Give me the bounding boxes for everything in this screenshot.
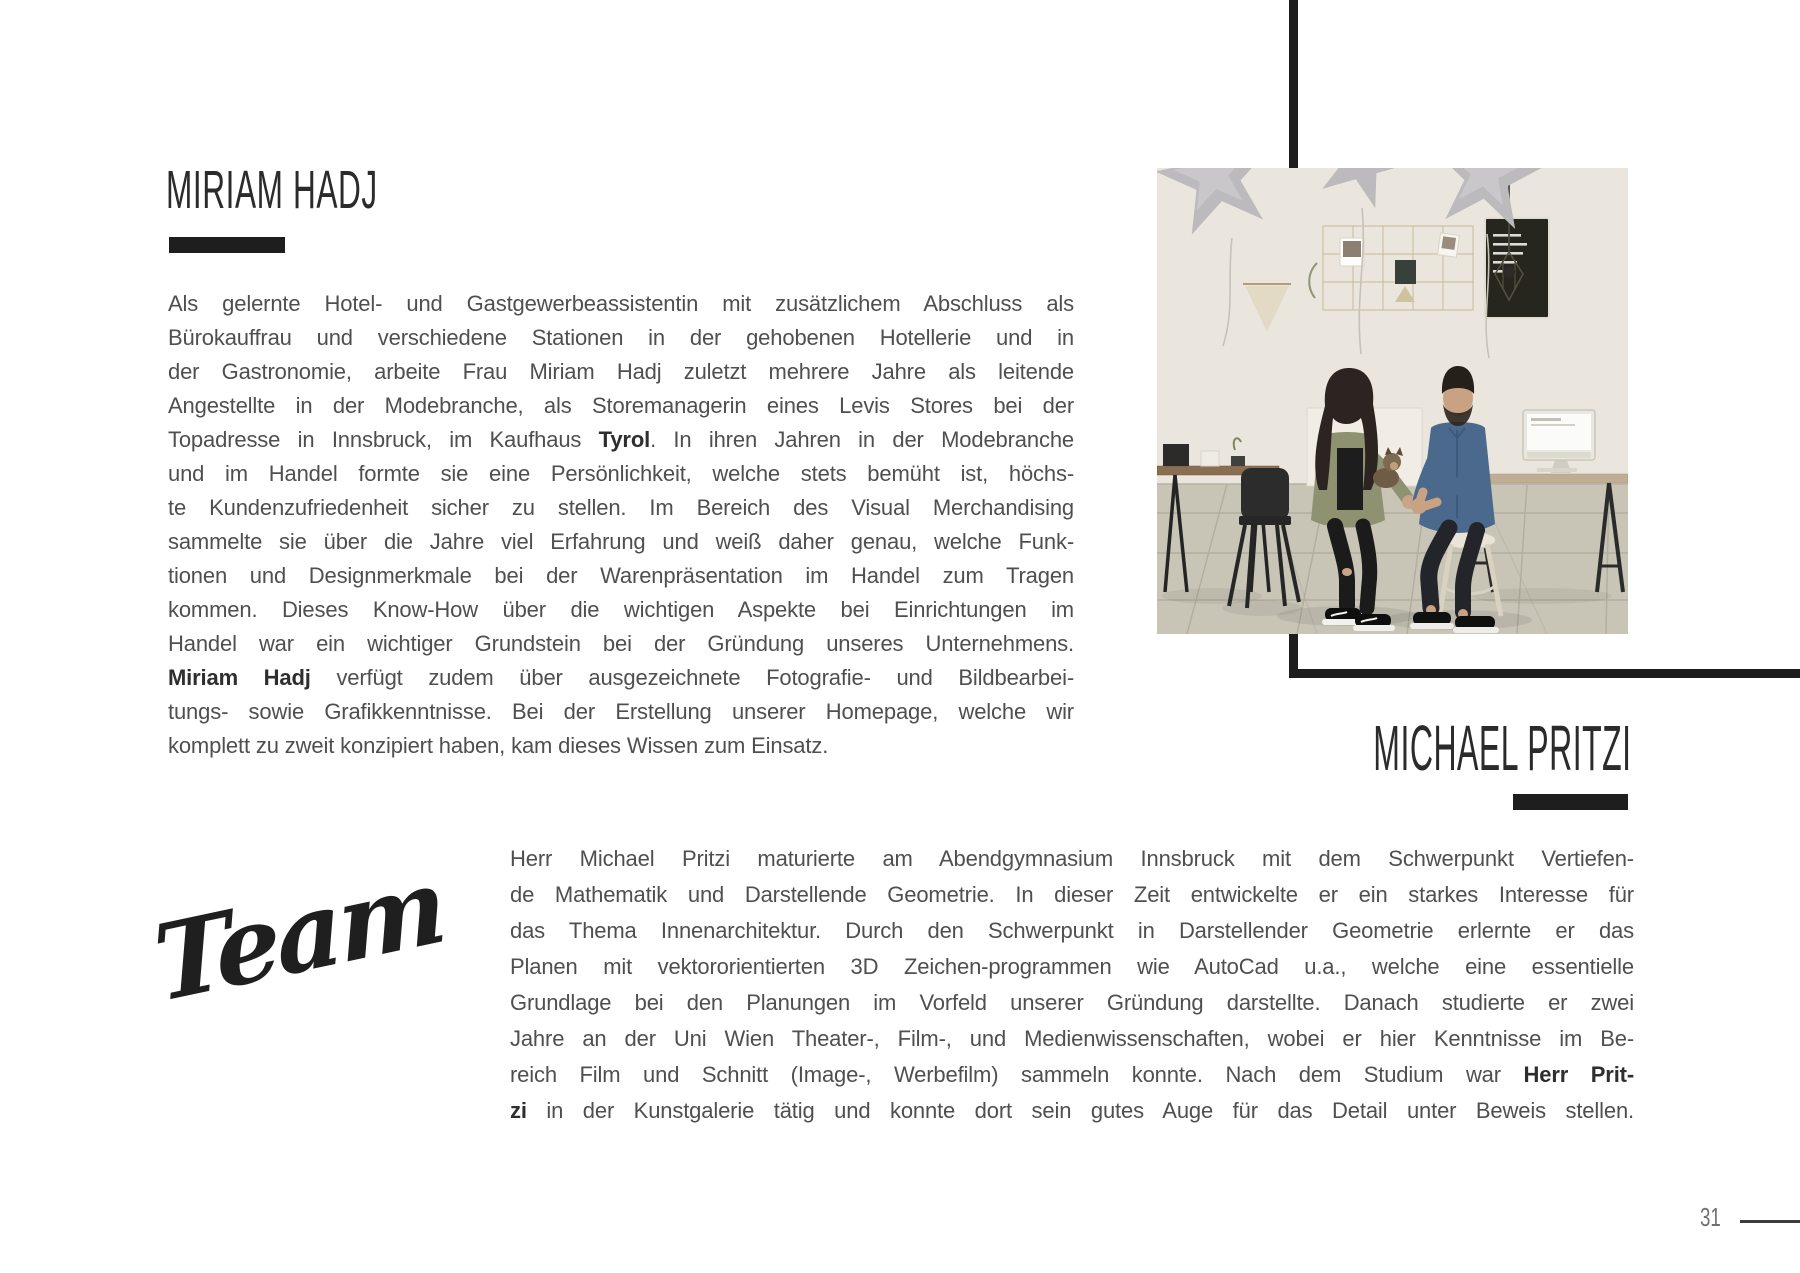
text-line: sammelte sie über die Jahre viel Erfahrung und weiß daher genau, welche Funk- [168, 529, 1074, 554]
text-line: Bürokauffrau und verschiedene Stationen in der gehobenen Hotellerie und in [168, 325, 1074, 350]
michael-paragraph [510, 841, 1634, 1129]
text-line: Miriam Hadj verfügt zudem über ausgezeichnete Fotografie- und Bildbearbei- [168, 665, 1075, 690]
text-line: Herr Michael Pritzi maturierte am Abendgymnasium Innsbruck mit dem Schwerpunkt Vertiefen- [510, 846, 1634, 871]
text-line: Topadresse in Innsbruck, im Kaufhaus Tyrol. In ihren Jahren in der Modebranche [168, 427, 1074, 452]
michael-heading-text: MICHAEL PRITZI [1373, 712, 1632, 784]
text-line: Grundlage bei den Planungen im Vorfeld unserer Gründung darstellte. Danach studierte er zwei [510, 990, 1634, 1015]
text-line: Handel war ein wichtiger Grundstein bei der Gründung unseres Unternehmens. [168, 631, 1074, 656]
text-line: reich Film und Schnitt (Image-, Werbefilm) sammeln konnte. Nach dem Studium war Herr Prit- [510, 1062, 1635, 1087]
text-line: Planen mit vektororientierten 3D Zeichen-programmen wie AutoCad u.a., welche eine essentielle [510, 954, 1634, 979]
page-number-text: 31 [1700, 1202, 1721, 1232]
team-photo [1157, 168, 1628, 634]
text-line: Als gelernte Hotel- und Gastgewerbeassistentin mit zusätzlichem Abschluss als [168, 291, 1074, 316]
text-line: tungs- sowie Grafikkenntnisse. Bei der Erstellung unserer Homepage, welche wir [168, 699, 1074, 724]
text-line: tionen und Designmerkmale bei der Warenpräsentation im Handel zum Tragen [168, 563, 1074, 588]
miriam-heading-text: MIRIAM HADJ [166, 160, 378, 220]
text-line: Jahre an der Uni Wien Theater-, Film-, und Medienwissenschaften, wobei er hier Kenntnisse im Be- [510, 1026, 1634, 1051]
text-line: kommen. Dieses Know-How über die wichtigen Aspekte bei Einrichtungen im [168, 597, 1074, 622]
text-line: der Gastronomie, arbeite Frau Miriam Hadj zuletzt mehrere Jahre als leitende [168, 359, 1074, 384]
text-line: te Kundenzufriedenheit sicher zu stellen. Im Bereich des Visual Merchandising [168, 495, 1074, 520]
team-script-heading: Team [148, 842, 449, 1027]
miriam-heading-underline [169, 237, 285, 253]
text-line: Angestellte in der Modebranche, als Storemanagerin eines Levis Stores bei der [168, 393, 1074, 418]
team-photo-illustration [1157, 168, 1628, 634]
text-line: de Mathematik und Darstellende Geometrie. In dieser Zeit entwickelte er ein starkes Interesse für [510, 882, 1634, 907]
page-number-rule [1740, 1220, 1800, 1223]
miriam-heading [166, 160, 528, 220]
text-line: komplett zu zweit konzipiert haben, kam dieses Wissen zum Einsatz. [168, 733, 829, 758]
decor-horizontal-line [1289, 669, 1800, 678]
text-line: zi in der Kunstgalerie tätig und konnte dort sein gutes Auge für das Detail unter Beweis stellen. [510, 1098, 1634, 1123]
page-number [1700, 1204, 1729, 1230]
text-line: das Thema Innenarchitektur. Durch den Schwerpunkt in Darstellender Geometrie erlernte er das [510, 918, 1634, 943]
miriam-paragraph [168, 287, 1074, 763]
michael-heading-underline [1513, 794, 1628, 810]
text-line: und im Handel formte sie eine Persönlichkeit, welche stets bemüht ist, höchs- [168, 461, 1074, 486]
michael-heading [1115, 712, 1632, 784]
